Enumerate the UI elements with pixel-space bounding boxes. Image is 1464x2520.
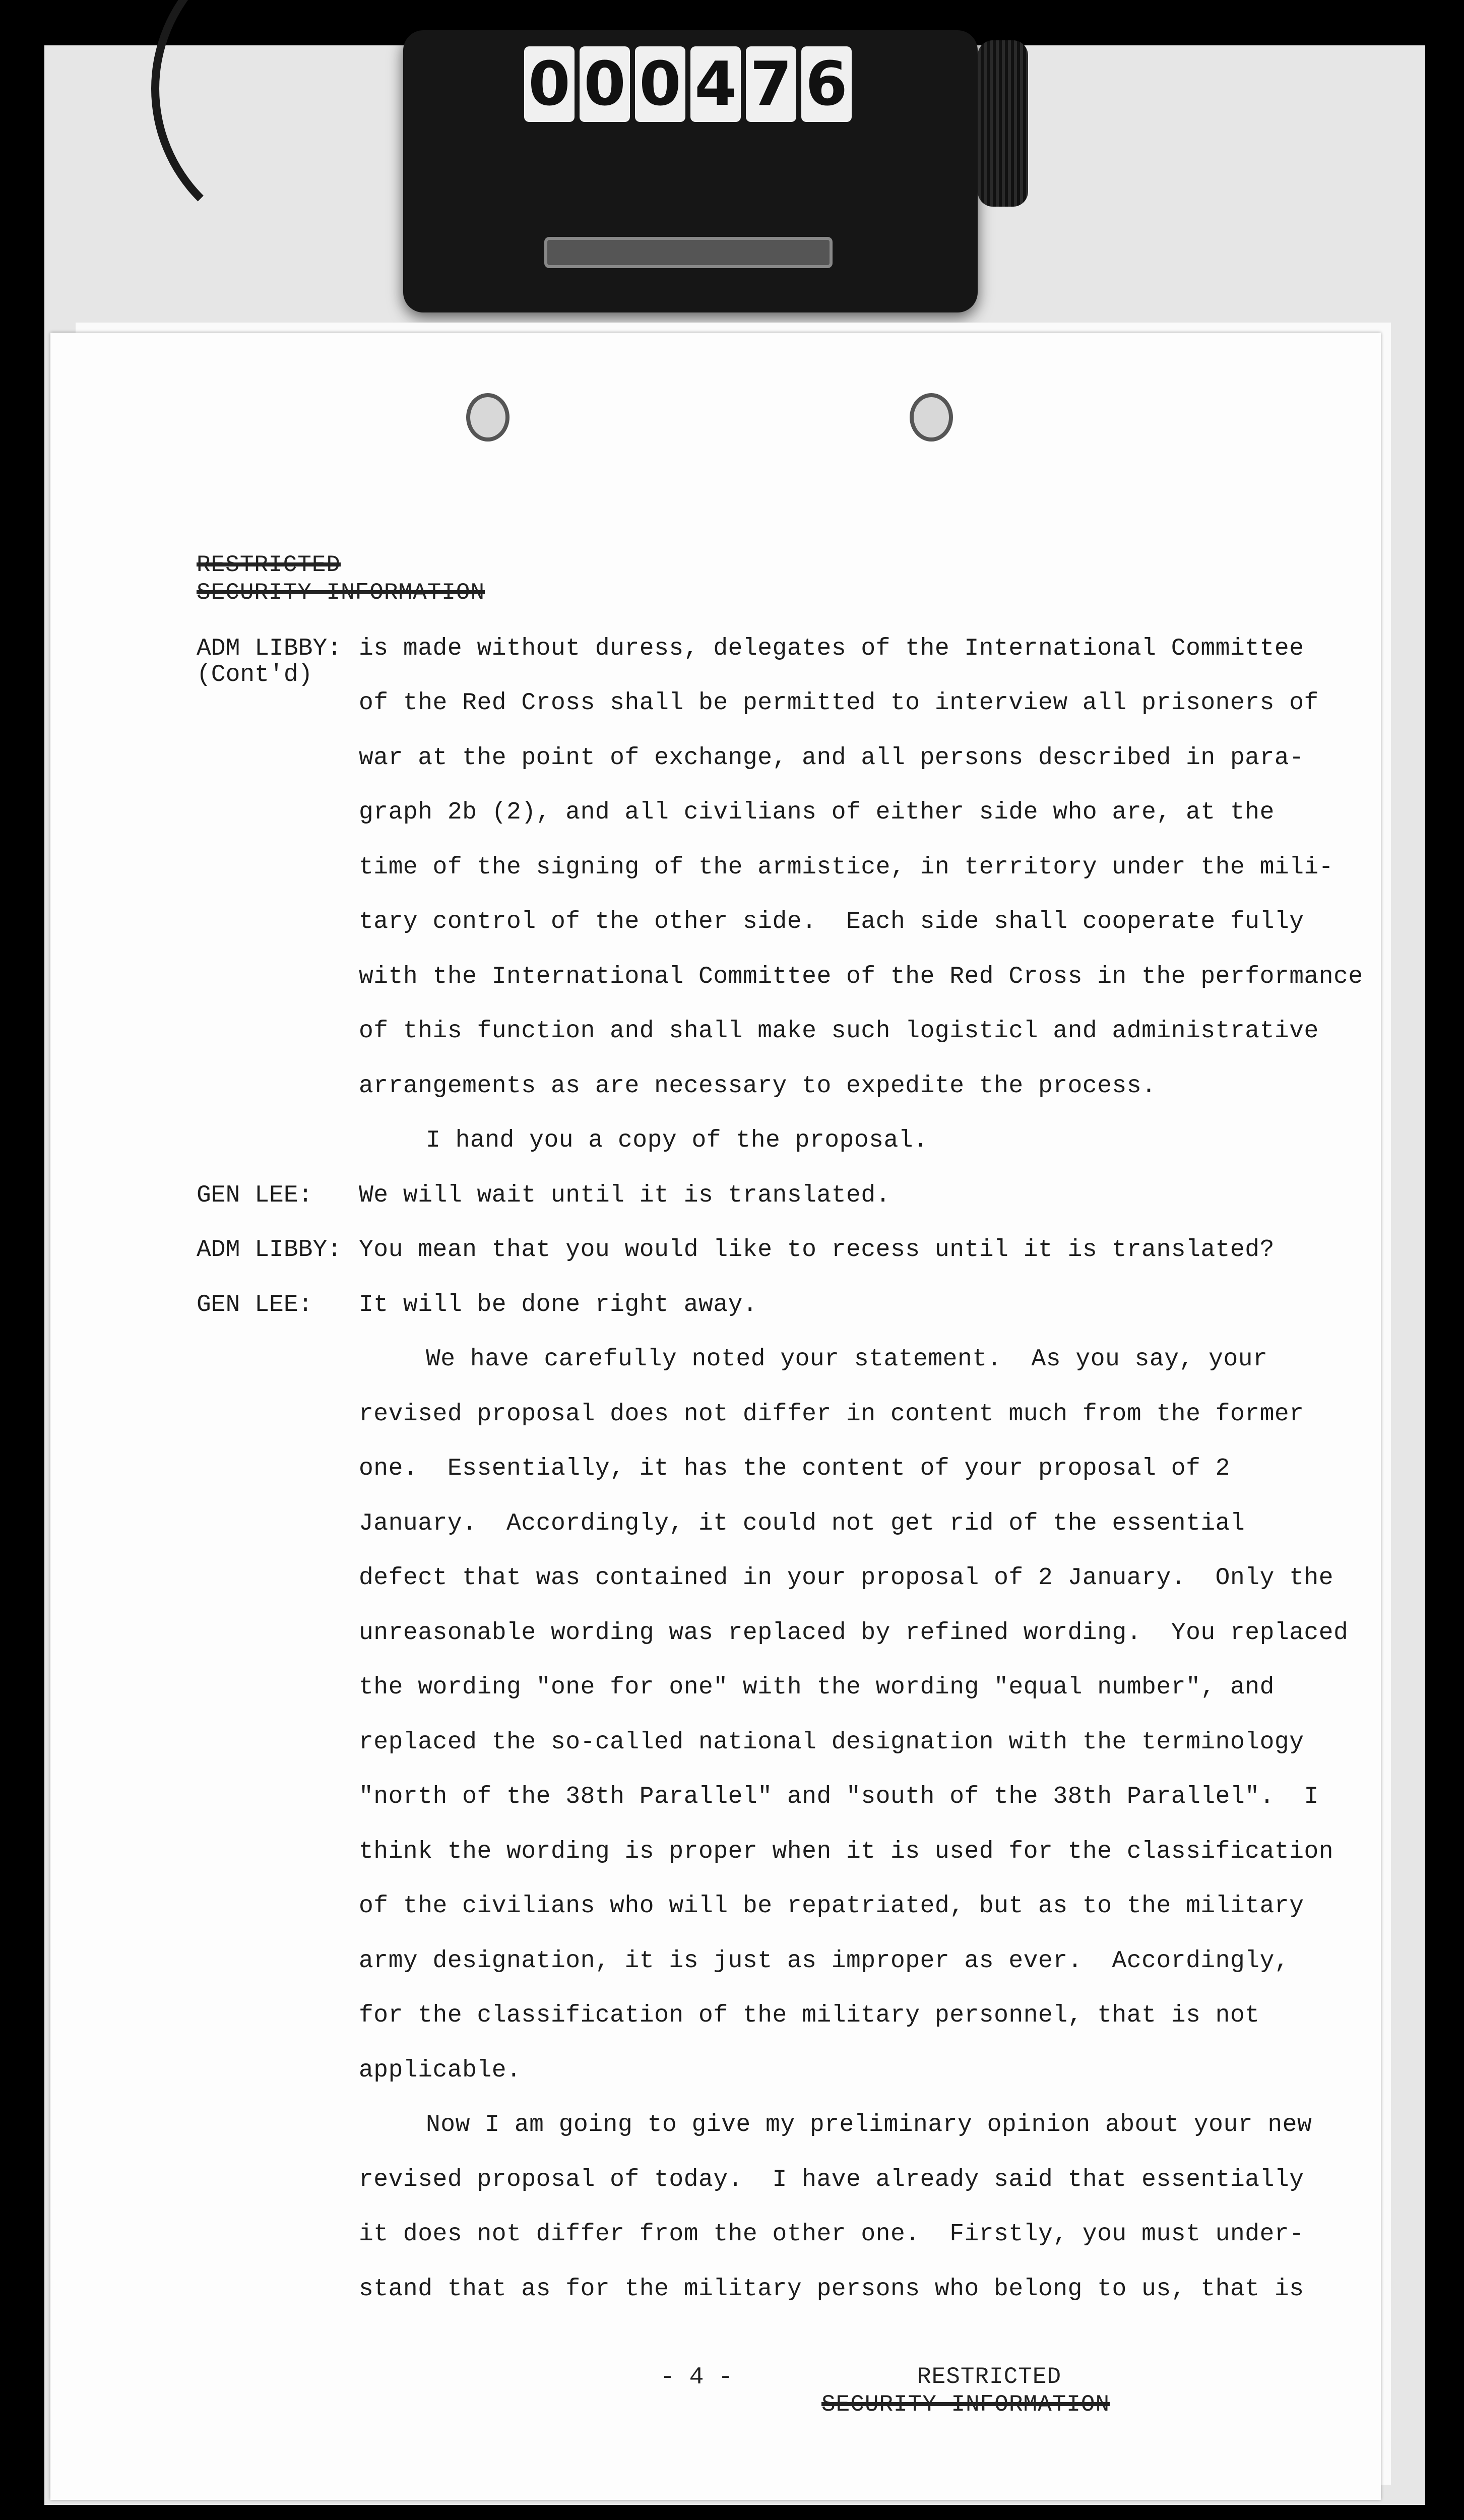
text-line: with the International Committee of the Red Cross in the performance xyxy=(359,963,1363,990)
text-line: one. Essentially, it has the content of your proposal of 2 xyxy=(359,1455,1230,1482)
counter-digit: 0 xyxy=(524,46,575,122)
punch-hole xyxy=(910,393,953,442)
text-line: We will wait until it is translated. xyxy=(359,1182,890,1209)
text-line: revised proposal does not differ in content much from the former xyxy=(359,1401,1304,1428)
speaker-label: ADM LIBBY: xyxy=(197,1236,342,1264)
page-number: - 4 - xyxy=(660,2364,733,2391)
text-line: applicable. xyxy=(359,2057,522,2084)
footer-security-marking: SECURITY INFORMATION xyxy=(821,2391,1110,2418)
speaker-label: GEN LEE: xyxy=(197,1291,313,1318)
counter-digit: 6 xyxy=(801,46,852,122)
counter-digit: 7 xyxy=(746,46,796,122)
text-line: unreasonable wording was replaced by refined wording. You replaced xyxy=(359,1619,1349,1647)
text-line: Now I am going to give my preliminary opinion about your new xyxy=(426,2111,1312,2138)
text-line: think the wording is proper when it is used for the classification xyxy=(359,1838,1334,1865)
counter-digit: 0 xyxy=(580,46,630,122)
text-line: revised proposal of today. I have already said that essentially xyxy=(359,2166,1304,2193)
text-line: stand that as for the military persons who belong to us, that is xyxy=(359,2276,1304,2303)
text-line: arrangements as are necessary to expedite the process. xyxy=(359,1073,1157,1100)
counter-digit: 4 xyxy=(690,46,741,122)
text-line: for the classification of the military personnel, that is not xyxy=(359,2002,1260,2029)
text-line: I hand you a copy of the proposal. xyxy=(426,1127,928,1154)
text-line: of this function and shall make such logisticl and administrative xyxy=(359,1018,1319,1045)
text-line: You mean that you would like to recess until it is translated? xyxy=(359,1236,1275,1264)
header-security-marking: SECURITY INFORMATION xyxy=(197,580,485,606)
text-line: army designation, it is just as improper as ever. Accordingly, xyxy=(359,1947,1290,1975)
counter-digit: 0 xyxy=(635,46,685,122)
counter-slot xyxy=(544,237,833,268)
text-line: the wording "one for one" with the wording "equal number", and xyxy=(359,1674,1275,1701)
speaker-label: ADM LIBBY: xyxy=(197,635,342,662)
footer-restricted-marking: RESTRICTED xyxy=(917,2364,1062,2390)
text-line: it does not differ from the other one. Firstly, you must under- xyxy=(359,2221,1304,2248)
header-restricted-marking: RESTRICTED xyxy=(197,552,341,578)
document-page xyxy=(50,333,1381,2500)
speaker-label: GEN LEE: xyxy=(197,1182,313,1209)
counter-knob xyxy=(978,40,1028,207)
text-line: war at the point of exchange, and all persons described in para- xyxy=(359,744,1304,772)
text-line: It will be done right away. xyxy=(359,1291,758,1318)
text-line: We have carefully noted your statement. As you say, your xyxy=(426,1346,1268,1373)
text-line: defect that was contained in your proposal of 2 January. Only the xyxy=(359,1564,1334,1592)
frame-counter xyxy=(524,46,852,122)
text-line: of the civilians who will be repatriated, but as to the military xyxy=(359,1893,1304,1920)
text-line: replaced the so-called national designation with the terminology xyxy=(359,1729,1304,1756)
punch-hole xyxy=(466,393,510,442)
text-line: tary control of the other side. Each side shall cooperate fully xyxy=(359,908,1304,935)
text-line: January. Accordingly, it could not get rid of the essential xyxy=(359,1510,1245,1537)
text-line: graph 2b (2), and all civilians of either side who are, at the xyxy=(359,799,1275,826)
text-line: time of the signing of the armistice, in territory under the mili- xyxy=(359,854,1334,881)
speaker-cont-label: (Cont'd) xyxy=(197,661,313,688)
text-line: of the Red Cross shall be permitted to interview all prisoners of xyxy=(359,689,1319,717)
text-line: "north of the 38th Parallel" and "south of the 38th Parallel". I xyxy=(359,1783,1319,1810)
text-line: is made without duress, delegates of the International Committee xyxy=(359,635,1304,662)
